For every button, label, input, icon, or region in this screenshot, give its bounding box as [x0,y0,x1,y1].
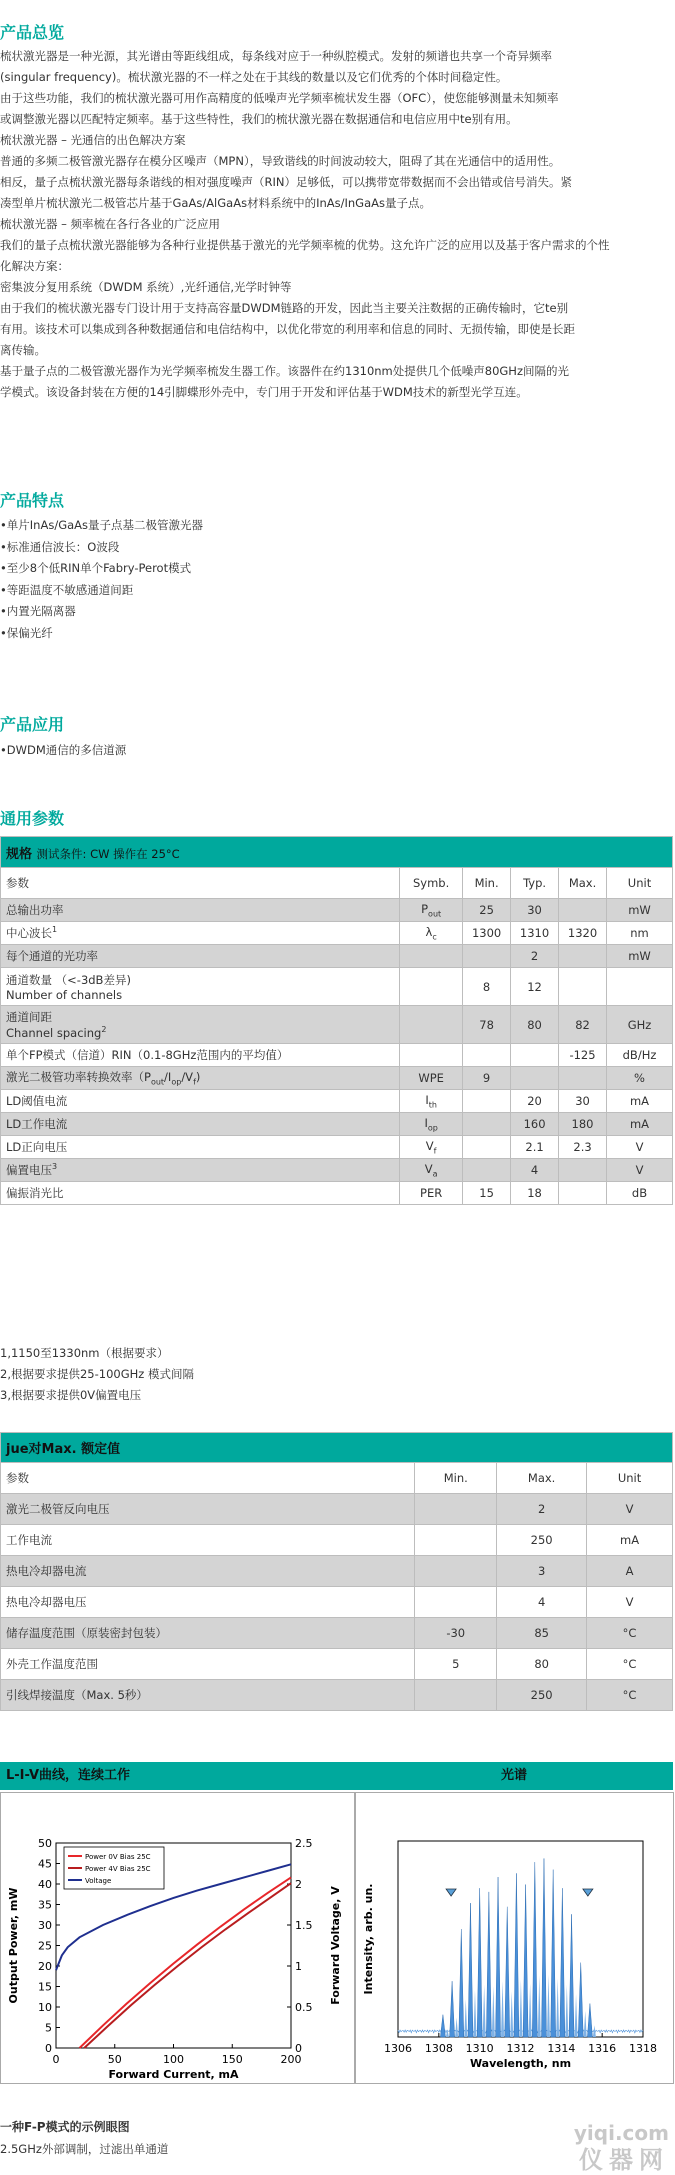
overview-text [0,46,670,403]
spectrum-side-peak [584,2011,587,2037]
overview-line: 梳状激光器是一种光源，其光谱由等距线组成，每条线对应于一种纵腔模式。发射的频谱也共享一个奇异频率 [0,49,552,63]
y-tick-label: 35 [38,1898,52,1912]
param-symbol-cell [400,1044,463,1067]
x-tick-label: 100 [163,2053,184,2066]
param-typ-cell: 2 [511,945,559,968]
features-title: 产品特点 [0,491,65,510]
spec-condition: 测试条件: CW 操作在 25°C [36,846,180,861]
params-row [1,1136,673,1159]
spectrum-peak [532,1862,537,2037]
y-axis-label: Intensity, arb. un. [362,1883,375,1995]
y-axis-label: Output Power, mW [7,1887,20,2004]
spectrum-side-peak [455,2017,458,2037]
param-symbol-cell: $I_{op}$ [400,1113,463,1136]
params-header-cell: 参数 [1,868,400,899]
params-header-cell: Min. [463,868,511,899]
params-row [1,945,673,968]
rating-max-cell: 3 [497,1556,587,1587]
overview-line: 基于量子点的二极管激光器作为光学频率梳发生器工作。该器件在约1310nm处提供几个低噪声80GHz间隔的光 [0,364,569,378]
overview-line: 由于我们的梳状激光器专门设计用于支持高容量DWDM链路的开发，因此当主要关注数据的正确传输时，它te别 [0,301,569,315]
x-tick-label: 0 [52,2053,60,2066]
rating-max-cell: 85 [497,1618,587,1649]
y2-tick-label: 1.5 [295,1919,313,1932]
param-unit-cell: GHz [607,1006,673,1044]
spectrum-peak [496,1877,501,2037]
rating-unit-cell: V [587,1494,673,1525]
figure-caption-sub: 2.5GHz外部调制，过滤出单通道 [0,2142,169,2156]
param-max-cell: 180 [559,1113,607,1136]
ratings-header-cell: 参数 [1,1463,415,1494]
param-min-cell: 78 [463,1006,511,1044]
params-row [1,1006,673,1044]
param-max-cell [559,1159,607,1182]
rating-param-cell: 引线焊接温度（Max. 5秒） [1,1680,415,1711]
rating-unit-cell: °C [587,1680,673,1711]
liv-chart [1,1793,354,2083]
param-typ-cell: 2.1 [511,1136,559,1159]
param-name-cell: 单个FP模式（信道）RIN（0.1-8GHz范围内的平均值） [1,1044,400,1067]
rating-min-cell [415,1556,497,1587]
ratings-row [1,1680,673,1711]
param-max-cell: 30 [559,1090,607,1113]
x-axis-label: Wavelength, nm [469,2057,572,2070]
watermark-logo [551,2118,671,2172]
spectrum-peak [468,1903,473,2037]
x-axis-label: Forward Current, mA [108,2068,239,2081]
param-name-cell: LD阈值电流 [1,1090,400,1113]
y-tick-label: 50 [38,1837,52,1850]
legend-label: Power 0V Bias 25C [85,1853,151,1861]
rating-unit-cell: °C [587,1618,673,1649]
param-name-cell: LD正向电压 [1,1136,400,1159]
spectrum-side-peak [483,1985,486,2037]
param-typ-cell: 12 [511,968,559,1006]
param-typ-cell [511,1044,559,1067]
spectrum-chart-frame [355,1792,674,2084]
param-min-cell: 15 [463,1182,511,1205]
ratings-table [0,1432,673,1711]
param-name-cell: 通道数量 （<-3dB差异) Number of channels [1,968,400,1006]
y2-axis-label: Forward Voltage, V [329,1886,342,2005]
spectrum-peak [459,1929,464,2037]
param-min-cell: 8 [463,968,511,1006]
spectrum-side-peak [446,2029,449,2037]
rating-max-cell: 250 [497,1680,587,1711]
spectrum-side-peak [464,1999,467,2037]
ratings-header-bar: jue对Max. 额定值 [1,1433,673,1463]
param-unit-cell: mW [607,899,673,922]
rating-max-cell: 250 [497,1525,587,1556]
rating-max-cell: 2 [497,1494,587,1525]
spectrum-peak [505,1907,510,2037]
y2-tick-label: 0.5 [295,2001,313,2014]
feature-item: •标准通信波长：O波段 [0,539,120,554]
overview-line: 梳状激光器 – 频率梳在各行各业的广泛应用 [0,217,221,231]
param-max-cell: 82 [559,1006,607,1044]
y-tick-label: 20 [38,1960,52,1973]
spectrum-side-peak [501,1981,504,2037]
x-tick-label: 1312 [506,2042,535,2055]
params-header-cell: Unit [607,868,673,899]
svg-text:yiqi.com: yiqi.com [573,2121,669,2145]
spectrum-peak [486,1892,491,2037]
param-name-cell: 激光二极管功率转换效率$(P_{out}/I_{op}/V_f)$ [1,1067,400,1090]
rating-unit-cell: °C [587,1649,673,1680]
ratings-header-cell: Unit [587,1463,673,1494]
applications-list [0,740,126,762]
overview-line: 相反，量子点梳状激光器每条谐线的相对强度噪声（RIN）足够低，可以携带宽带数据而不会出错或信号消失。紧 [0,175,572,189]
x-tick-label: 1314 [547,2042,576,2055]
ratings-row [1,1649,673,1680]
application-item: •DWDM通信的多信道源 [0,743,127,757]
y-tick-label: 15 [38,1980,52,1994]
params-table [0,836,673,1205]
liv-title: L-I-V曲线，连续工作 [0,1762,359,1790]
y2-tick-label: 0 [295,2042,302,2055]
param-min-cell [463,1113,511,1136]
spectrum-marker [583,1889,593,1896]
param-symbol-cell: WPE [400,1067,463,1090]
param-max-cell: -125 [559,1044,607,1067]
spectrum-peak [514,1873,519,2037]
param-typ-cell: 160 [511,1113,559,1136]
param-name-cell: 通道间距 Channel spacing$^2$ [1,1006,400,1044]
spectrum-side-peak [575,1994,578,2037]
legend-label: Voltage [85,1877,112,1885]
x-tick-label: 1310 [465,2042,494,2055]
overview-line: 普通的多频二极管激光器存在模分区噪声（MPN），导致谐线的时间波动较大，阻碍了其在光通信中的适用性。 [0,154,561,168]
ratings-row [1,1618,673,1649]
ratings-header-cell: Min. [415,1463,497,1494]
param-note: 3,根据要求提供0V偏置电压 [0,1388,142,1402]
rating-param-cell: 热电冷却器电流 [1,1556,415,1587]
svg-text:仪器网: 仪器网 [579,2146,669,2172]
spectrum-side-peak [547,1975,550,2037]
param-name-cell: 中心波长$^1$ [1,922,400,945]
params-title: 通用参数 [0,809,65,828]
ratings-row [1,1525,673,1556]
params-header-cell: Symb. [400,868,463,899]
rating-min-cell: -30 [415,1618,497,1649]
rating-min-cell [415,1494,497,1525]
spectrum-peak [587,2004,592,2037]
param-min-cell: 1300 [463,922,511,945]
spectrum-side-peak [510,1991,513,2037]
overview-line: 凑型单片梳状激光二极管芯片基于GaAs/AlGaAs材料系统中的InAs/InGaAs量子点。 [0,196,431,210]
spectrum-chart [356,1793,673,2083]
spectrum-peak [578,1963,583,2037]
param-name-cell: LD工作电流 [1,1113,400,1136]
y-tick-label: 40 [38,1878,52,1891]
spectrum-peak [440,2015,445,2037]
x-tick-label: 1318 [629,2042,657,2055]
params-row [1,968,673,1006]
rating-unit-cell: A [587,1556,673,1587]
params-row [1,1044,673,1067]
params-row [1,899,673,922]
overview-line: 由于这些功能，我们的梳状激光器可用作高精度的低噪声光学频率梳状发生器（OFC），使您能够测量未知频率 [0,91,559,105]
figure-caption-title: 一种F-P模式的示例眼图 [0,2120,130,2134]
ratings-row [1,1587,673,1618]
spectrum-side-peak [473,1990,476,2037]
param-name-cell: 偏振消光比 [1,1182,400,1205]
y2-tick-label: 1 [295,1960,302,1973]
param-unit-cell: mA [607,1090,673,1113]
rating-unit-cell: mA [587,1525,673,1556]
ratings-header-cell: Max. [497,1463,587,1494]
param-unit-cell [607,968,673,1006]
param-min-cell [463,1044,511,1067]
overview-line: 学模式。该设备封装在方便的14引脚蝶形外壳中，专门用于开发和评估基于WDM技术的新型光学互连。 [0,385,528,399]
param-typ-cell [511,1067,559,1090]
param-typ-cell: 20 [511,1090,559,1113]
params-row [1,922,673,945]
spectrum-peak [551,1870,556,2037]
overview-line: 化解决方案： [0,259,69,273]
rating-min-cell [415,1525,497,1556]
y-tick-label: 5 [45,2021,52,2035]
overview-line: 我们的量子点梳状激光器能够为各种行业提供基于激光的光学频率梳的优势。这允许广泛的应用以及基于客户需求的个性 [0,238,610,252]
ratings-row [1,1556,673,1587]
params-row [1,1113,673,1136]
param-symbol-cell: PER [400,1182,463,1205]
rating-min-cell [415,1680,497,1711]
feature-item: •等距温度不敏感通道间距 [0,582,134,597]
feature-item: •内置光隔离器 [0,604,76,618]
x-tick-label: 1306 [384,2042,412,2055]
rating-param-cell: 激光二极管反向电压 [1,1494,415,1525]
spec-label: 规格 [6,846,33,862]
x-tick-label: 200 [280,2053,302,2066]
param-unit-cell: mW [607,945,673,968]
param-unit-cell: V [607,1136,673,1159]
y-tick-label: 0 [45,2042,52,2055]
spectrum-title: 光谱 [355,1762,673,1790]
spectrum-side-peak [538,1976,541,2037]
param-symbol-cell: $P_{out}$ [400,899,463,922]
y-tick-label: 10 [38,2001,52,2014]
x-tick-label: 50 [107,2053,122,2066]
spectrum-peak [560,1888,565,2037]
ratings-row [1,1494,673,1525]
param-max-cell [559,1182,607,1205]
param-unit-cell: dB [607,1182,673,1205]
param-min-cell: 25 [463,899,511,922]
param-unit-cell: nm [607,922,673,945]
param-unit-cell: mA [607,1113,673,1136]
param-typ-cell: 30 [511,899,559,922]
param-min-cell [463,1136,511,1159]
features-list [0,515,203,644]
param-min-cell [463,1159,511,1182]
y-tick-label: 45 [38,1857,52,1871]
rating-max-cell: 4 [497,1587,587,1618]
x-tick-label: 1308 [424,2042,453,2055]
param-unit-cell: dB/Hz [607,1044,673,1067]
param-max-cell: 2.3 [559,1136,607,1159]
feature-item: •保偏光纤 [0,625,53,640]
params-row [1,1182,673,1205]
y-tick-label: 25 [38,1939,52,1953]
rating-param-cell: 储存温度范围（原装密封包装） [1,1618,415,1649]
spectrum-marker [446,1889,456,1896]
param-name-cell: 偏置电压$^3$ [1,1159,400,1182]
rating-min-cell [415,1587,497,1618]
param-max-cell [559,1067,607,1090]
param-typ-cell: 4 [511,1159,559,1182]
rating-param-cell: 工作电流 [1,1525,415,1556]
param-symbol-cell: $V_a$ [400,1159,463,1182]
overview-line: 离传输。 [0,343,46,357]
spectrum-side-peak [556,1978,559,2037]
applications-title: 产品应用 [0,715,65,734]
params-row [1,1159,673,1182]
param-symbol-cell: $I_{th}$ [400,1090,463,1113]
overview-line: 有用。该技术可以集成到各种数据通信和电信结构中，以优化带宽的利用率和信息的同时、无损传输，即使是长距 [0,322,575,336]
rating-min-cell: 5 [415,1649,497,1680]
overview-title: 产品总览 [0,23,65,42]
param-note: 1,1150至1330nm（根据要求） [0,1346,169,1360]
feature-item: •单片InAs/GaAs量子点基二极管激光器 [0,518,204,532]
spectrum-side-peak [492,1986,495,2037]
param-symbol-cell [400,968,463,1006]
param-note: 2,根据要求提供25-100GHz 模式间隔 [0,1367,194,1381]
overview-line: (singular frequency)。梳状激光器的不一样之处在于其线的数量以及它们优秀的个体时间稳定性。 [0,70,508,84]
param-symbol-cell: $V_f$ [400,1136,463,1159]
rating-unit-cell: V [587,1587,673,1618]
param-typ-cell: 18 [511,1182,559,1205]
param-unit-cell: V [607,1159,673,1182]
x-tick-label: 150 [221,2053,243,2066]
param-min-cell [463,945,511,968]
param-max-cell [559,945,607,968]
param-symbol-cell [400,945,463,968]
param-name-cell: 每个通道的光功率 [1,945,400,968]
params-header-cell: Max. [559,868,607,899]
overview-line: 梳状激光器 – 光通信的出色解决方案 [0,133,186,147]
param-typ-cell: 80 [511,1006,559,1044]
param-max-cell [559,899,607,922]
series-line-1 [84,1883,291,2048]
spectrum-side-peak [565,1985,568,2037]
param-max-cell: 1320 [559,922,607,945]
x-tick-label: 1316 [588,2042,617,2055]
y2-tick-label: 2.5 [295,1837,313,1850]
params-row [1,1090,673,1113]
params-header-cell: Typ. [511,868,559,899]
spectrum-peak [569,1914,574,2037]
overview-line: 密集波分复用系统（DWDM 系统）,光纤通信,光学时钟等 [0,280,292,294]
params-notes [0,1343,194,1406]
rating-max-cell: 80 [497,1649,587,1680]
spectrum-peak [541,1858,546,2037]
y2-tick-label: 2 [295,1878,302,1891]
param-min-cell: 9 [463,1067,511,1090]
legend-label: Power 4V Bias 25C [85,1865,151,1873]
spectrum-side-peak [519,1980,522,2037]
spectrum-peak [477,1888,482,2037]
rating-param-cell: 外壳工作温度范围 [1,1649,415,1680]
overview-line: 或调整激光器以匹配特定频率。基于这些特性，我们的梳状激光器在数据通信和电信应用中te别有用。 [0,112,518,126]
param-unit-cell: % [607,1067,673,1090]
param-min-cell [463,1090,511,1113]
param-typ-cell: 1310 [511,922,559,945]
spectrum-side-peak [529,1984,532,2037]
param-max-cell [559,968,607,1006]
param-symbol-cell [400,1006,463,1044]
param-symbol-cell: $\lambda_c$ [400,922,463,945]
param-name-cell: 总输出功率 [1,899,400,922]
spec-header-bar [1,837,673,868]
params-row [1,1067,673,1090]
liv-chart-frame [0,1792,355,2084]
y-tick-label: 30 [38,1919,52,1932]
spectrum-peak [450,1981,455,2037]
spectrum-peak [523,1884,528,2037]
feature-item: •至少8个低RIN单个Fabry-Perot模式 [0,561,192,575]
rating-param-cell: 热电冷却器电压 [1,1587,415,1618]
